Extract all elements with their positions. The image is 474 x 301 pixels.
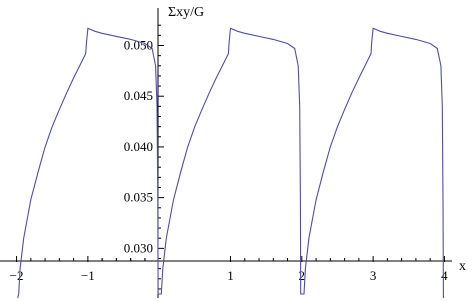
y-tick-label: 0.050 [123, 37, 153, 53]
axes [0, 8, 452, 298]
x-tick-label: 3 [369, 268, 377, 283]
y-tick-label: 0.035 [123, 189, 153, 205]
y-tick-label: 0.045 [123, 88, 153, 104]
y-tick-label: 0.030 [123, 240, 153, 256]
x-tick-label: −2 [9, 268, 24, 283]
x-tick-label: 1 [227, 268, 234, 283]
y-tick-label: 0.040 [123, 138, 153, 154]
x-tick-label: −1 [80, 268, 95, 283]
x-tick-label: 4 [441, 268, 448, 283]
y-axis-label: Σxy/G [168, 5, 205, 20]
x-axis-label: x [459, 259, 466, 274]
x-tick-label: 2 [298, 268, 306, 283]
